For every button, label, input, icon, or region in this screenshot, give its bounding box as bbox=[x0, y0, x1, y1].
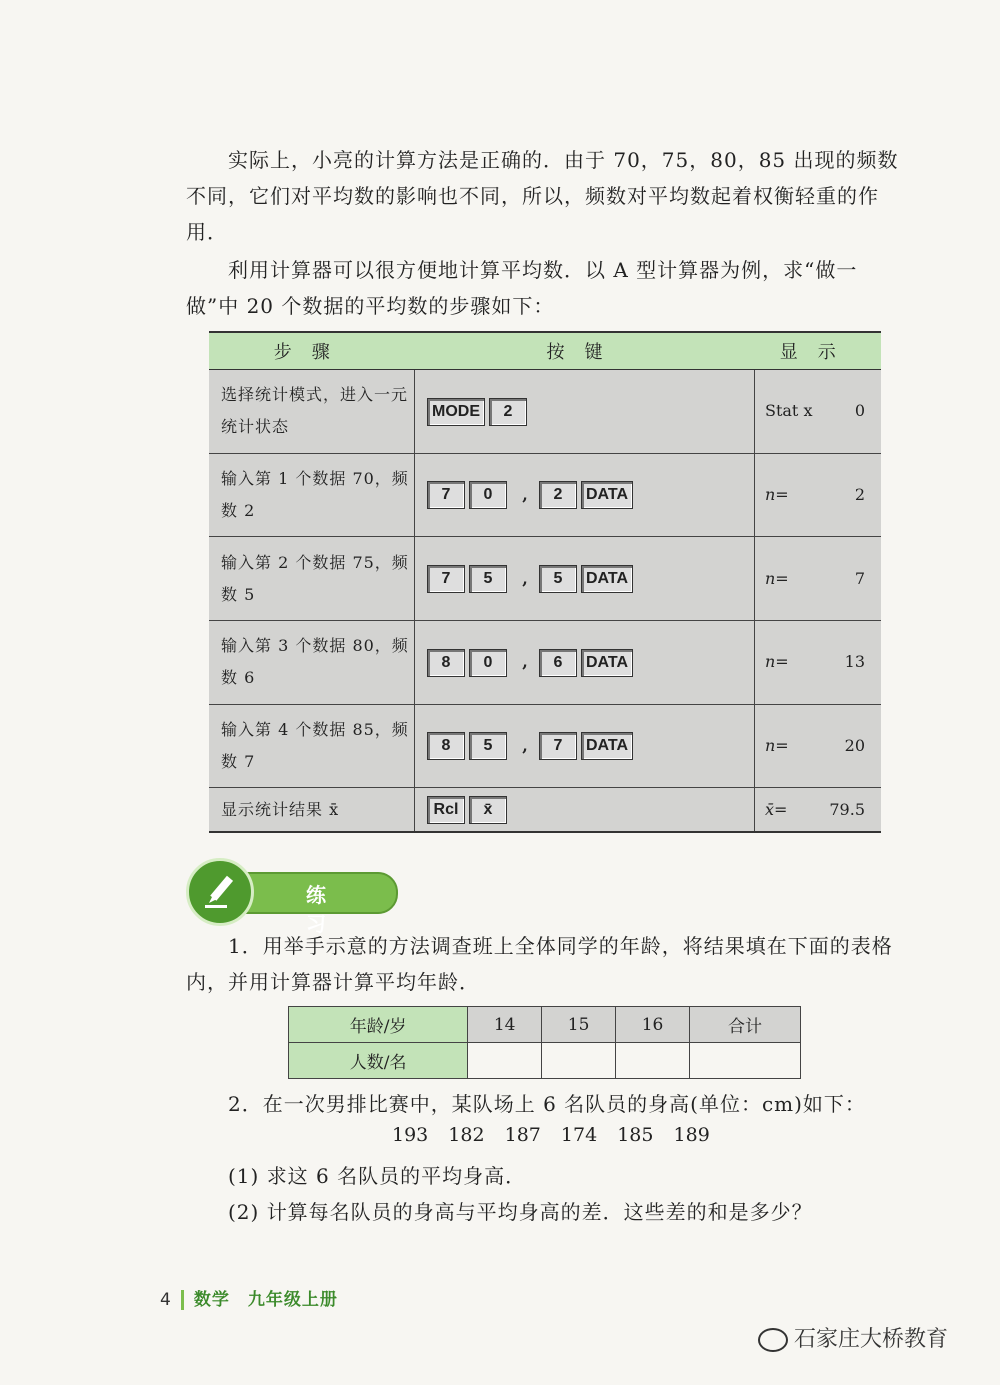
step-text: 输入第 2 个数据 75，频数 5 bbox=[209, 537, 415, 621]
display-cell bbox=[755, 537, 882, 621]
display-label: x̄= bbox=[765, 799, 788, 819]
table-row bbox=[209, 537, 881, 621]
calc-key: 5 bbox=[539, 565, 577, 593]
page-footer bbox=[160, 1285, 338, 1310]
table-row bbox=[209, 453, 881, 537]
table-row bbox=[289, 1007, 801, 1043]
pencil-icon bbox=[186, 858, 254, 926]
table-row bbox=[209, 704, 881, 788]
heights-list: 193 182 187 174 185 189 bbox=[392, 1124, 710, 1146]
key-sequence bbox=[415, 620, 755, 704]
display-value: 20 bbox=[844, 735, 865, 755]
step-text: 选择统计模式，进入一元统计状态 bbox=[209, 370, 415, 454]
question-2-2: (2) 计算每名队员的身高与平均身高的差．这些差的和是多少？ bbox=[228, 1200, 813, 1224]
display-label: Stat x bbox=[765, 401, 813, 421]
calc-key: 7 bbox=[427, 481, 465, 509]
total-cell: 合计 bbox=[689, 1007, 800, 1043]
count-cell bbox=[468, 1043, 542, 1079]
intro-paragraph-2: 利用计算器可以很方便地计算平均数．以 A 型计算器为例，求“做一做”中 20 个数据的平均数的步骤如下： bbox=[186, 258, 858, 318]
display-cell bbox=[755, 704, 882, 788]
header-step: 步骤 bbox=[209, 332, 415, 370]
age-table bbox=[288, 1006, 801, 1079]
calc-key: DATA bbox=[581, 732, 633, 760]
page-number: 4 bbox=[160, 1290, 171, 1310]
calc-key: x̄ bbox=[469, 796, 507, 824]
comma-key: , bbox=[522, 652, 528, 672]
calc-key: 8 bbox=[427, 649, 465, 677]
age-header: 年龄/岁 bbox=[289, 1007, 468, 1043]
question-1: 1．用举手示意的方法调查班上全体同学的年龄，将结果填在下面的表格内，并用计算器计算平均年龄． bbox=[186, 934, 893, 994]
step-text: 显示统计结果 x̄ bbox=[209, 788, 415, 832]
display-value: 13 bbox=[844, 652, 865, 672]
display-cell bbox=[755, 620, 882, 704]
display-value: 7 bbox=[854, 568, 865, 588]
display-label: n= bbox=[765, 652, 789, 672]
header-keys: 按键 bbox=[415, 332, 755, 370]
count-cell bbox=[616, 1043, 690, 1079]
display-value: 2 bbox=[854, 484, 865, 504]
calc-key: 2 bbox=[539, 481, 577, 509]
calc-key: MODE bbox=[427, 398, 485, 426]
practice-title: 练习 bbox=[306, 883, 352, 936]
step-text: 输入第 1 个数据 70，频数 2 bbox=[209, 453, 415, 537]
step-text: 输入第 3 个数据 80，频数 6 bbox=[209, 620, 415, 704]
comma-key: , bbox=[522, 735, 528, 755]
calc-key: DATA bbox=[581, 649, 633, 677]
calc-key: 6 bbox=[539, 649, 577, 677]
comma-key: , bbox=[522, 484, 528, 504]
question-2-1: (1) 求这 6 名队员的平均身高． bbox=[228, 1164, 527, 1188]
count-header: 人数/名 bbox=[289, 1043, 468, 1079]
table-row bbox=[209, 370, 881, 454]
display-cell bbox=[755, 453, 882, 537]
step-text: 输入第 4 个数据 85，频数 7 bbox=[209, 704, 415, 788]
key-sequence bbox=[415, 370, 755, 454]
intro-paragraph-1: 实际上，小亮的计算方法是正确的．由于 70，75，80，85 出现的频数不同，它们对平均数的影响也不同，所以，频数对平均数起着权衡轻重的作用． bbox=[186, 148, 899, 244]
calc-key: 5 bbox=[469, 565, 507, 593]
age-cell: 15 bbox=[542, 1007, 616, 1043]
calc-key: 7 bbox=[427, 565, 465, 593]
key-sequence bbox=[415, 704, 755, 788]
header-display: 显示 bbox=[755, 332, 882, 370]
calc-key: 7 bbox=[539, 732, 577, 760]
practice-banner bbox=[186, 858, 396, 936]
key-sequence bbox=[415, 788, 755, 832]
calc-key: 2 bbox=[489, 398, 527, 426]
calc-key: 5 bbox=[469, 732, 507, 760]
calc-key: 0 bbox=[469, 649, 507, 677]
book-title: 数学 九年级上册 bbox=[193, 1290, 338, 1310]
calc-key: Rcl bbox=[427, 796, 465, 824]
display-label: n= bbox=[765, 568, 789, 588]
display-value: 79.5 bbox=[829, 799, 865, 819]
age-cell: 14 bbox=[468, 1007, 542, 1043]
key-sequence bbox=[415, 453, 755, 537]
calc-key: DATA bbox=[581, 481, 633, 509]
count-cell bbox=[542, 1043, 616, 1079]
display-label: n= bbox=[765, 484, 789, 504]
display-cell bbox=[755, 370, 882, 454]
key-sequence bbox=[415, 537, 755, 621]
display-cell bbox=[755, 788, 882, 832]
display-value: 0 bbox=[854, 401, 865, 421]
calculator-steps-table bbox=[209, 331, 881, 833]
calc-key: DATA bbox=[581, 565, 633, 593]
watermark-text: 石家庄大桥教育 bbox=[794, 1327, 949, 1352]
comma-key: , bbox=[522, 568, 528, 588]
table-row bbox=[209, 788, 881, 832]
calc-key: 8 bbox=[427, 732, 465, 760]
count-cell bbox=[689, 1043, 800, 1079]
footer-divider bbox=[181, 1290, 184, 1310]
calc-key: 0 bbox=[469, 481, 507, 509]
display-label: n= bbox=[765, 735, 789, 755]
table-row bbox=[209, 620, 881, 704]
question-2: 2．在一次男排比赛中，某队场上 6 名队员的身高(单位：cm)如下： bbox=[228, 1092, 866, 1116]
age-cell: 16 bbox=[616, 1007, 690, 1043]
wechat-icon bbox=[758, 1328, 788, 1352]
table-row bbox=[289, 1043, 801, 1079]
watermark bbox=[758, 1322, 948, 1353]
